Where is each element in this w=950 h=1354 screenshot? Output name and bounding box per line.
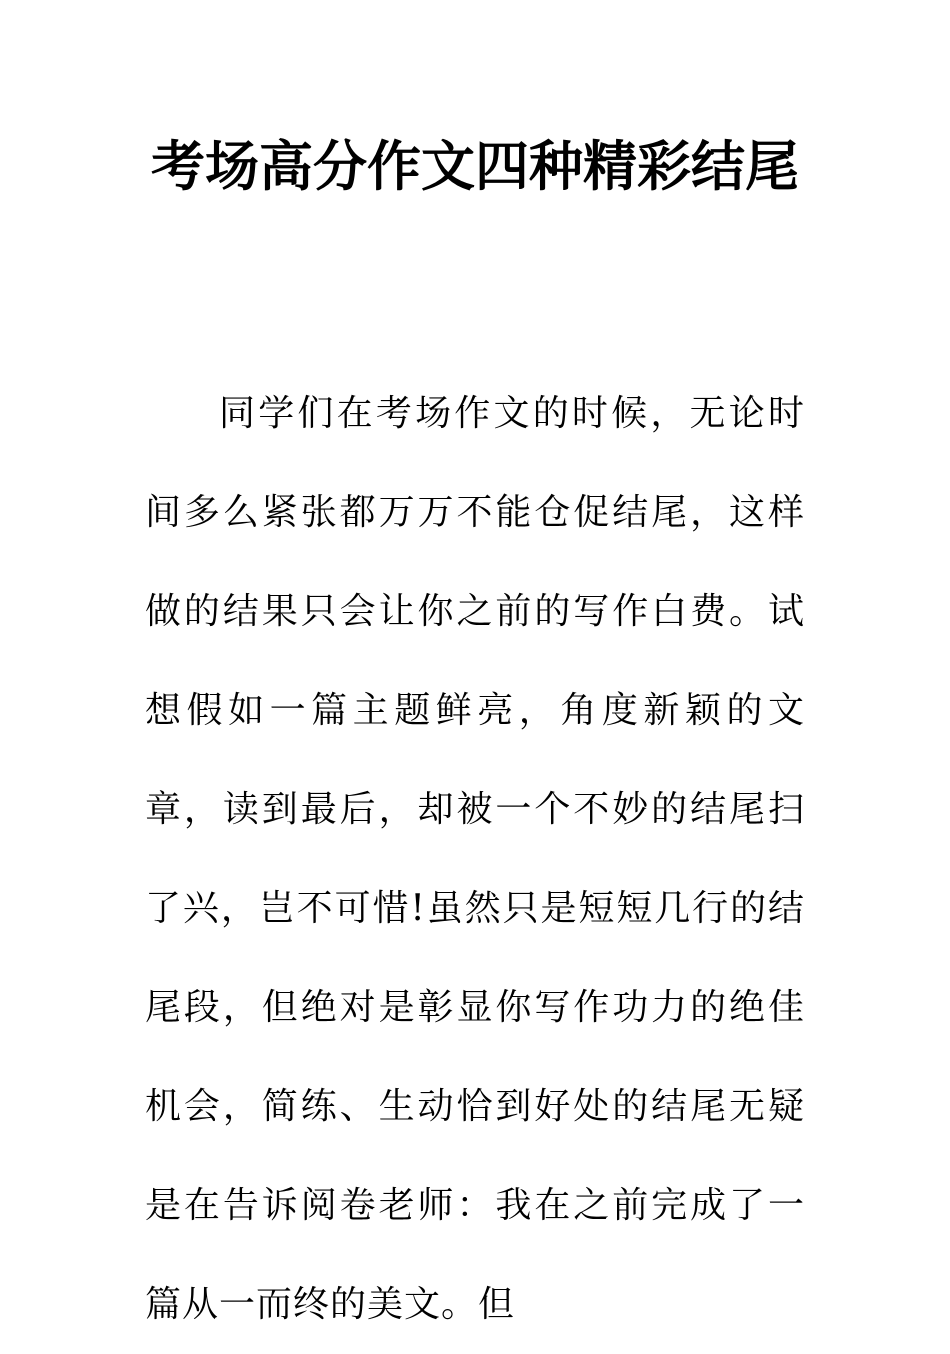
body-paragraph: 同学们在考场作文的时候，无论时间多么紧张都万万不能仓促结尾，这样做的结果只会让你之前的写作白费。试想假如一篇主题鲜亮，角度新颖的文章，读到最后，却被一个不妙的结尾扫了兴，岂不可惜!虽然只是短短几行的结尾段，但绝对是彰显你写作功力的绝佳机会，简练、生动恰到好处的结尾无疑是在告诉阅卷老师：我在之前完成了一篇从一而终的美文。但 (145, 393, 805, 1325)
document-title: 考场高分作文四种精彩结尾 (151, 135, 799, 198)
